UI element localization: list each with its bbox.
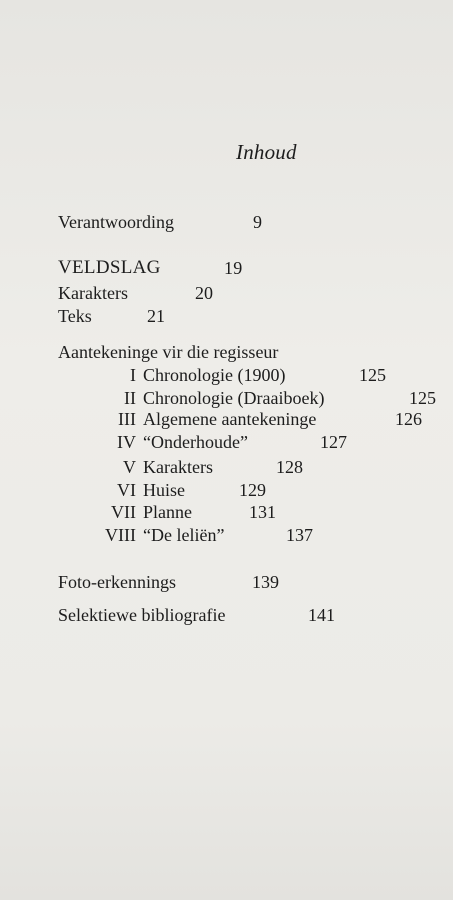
toc-entry-label: Teks (58, 306, 92, 326)
toc-entry-page: 126 (395, 409, 422, 429)
toc-subentry (143, 408, 422, 430)
toc-entry-page: 137 (286, 525, 313, 545)
roman-numeral: II (124, 388, 136, 408)
toc-entry-page: 141 (308, 605, 335, 625)
toc-entry-label: Verantwoording (58, 212, 174, 232)
toc-entry-verantwoording (58, 211, 262, 233)
toc-entry-label: Selektiewe bibliografie (58, 605, 226, 625)
toc-entry-label: Huise (143, 480, 185, 500)
toc-entry-karakters (58, 282, 213, 304)
toc-subentry (143, 524, 313, 546)
section-heading-aantekeninge: Aantekeninge vir die regisseur (58, 342, 279, 362)
toc-subentry (143, 364, 386, 386)
toc-entry-label: Chronologie (1900) (143, 365, 286, 385)
toc-entry-page: 139 (252, 572, 279, 592)
toc-subentry (143, 431, 347, 453)
toc-entry-label: Foto-erkennings (58, 572, 176, 592)
toc-entry-label: Chronologie (Draaiboek) (143, 388, 325, 408)
toc-entry-page: 127 (320, 432, 347, 452)
roman-numeral: III (118, 409, 136, 429)
toc-entry-label: Karakters (143, 457, 213, 477)
toc-subentry (143, 501, 276, 523)
roman-numeral: V (123, 457, 136, 477)
toc-entry-foto (58, 571, 279, 593)
toc-entry-page: 125 (409, 388, 436, 408)
roman-numeral: VI (117, 480, 136, 500)
toc-entry-label: VELDSLAG (58, 257, 161, 278)
toc-entry-label: “Onderhoude” (143, 432, 248, 452)
roman-numeral: I (130, 365, 136, 385)
toc-entry-page: 20 (195, 283, 213, 303)
toc-subentry (143, 387, 436, 409)
toc-entry-page: 129 (239, 480, 266, 500)
toc-entry-label: Algemene aantekeninge (143, 409, 317, 429)
toc-entry-page: 128 (276, 457, 303, 477)
toc-entry-page: 9 (253, 212, 262, 232)
page-title: Inhoud (236, 140, 297, 164)
toc-entry-page: 125 (359, 365, 386, 385)
toc-entry-veldslag (58, 257, 243, 279)
toc-entry-page: 19 (224, 258, 243, 278)
toc-entry-page: 131 (249, 502, 276, 522)
toc-entry-label: “De leliën” (143, 525, 225, 545)
toc-entry-teks (58, 305, 165, 327)
toc-subentry (143, 479, 266, 501)
toc-entry-label: Planne (143, 502, 192, 522)
roman-numeral: IV (117, 432, 136, 452)
toc-entry-bibliografie (58, 604, 335, 626)
toc-entry-label: Karakters (58, 283, 128, 303)
toc-subentry (143, 456, 303, 478)
roman-numeral: VIII (105, 525, 136, 545)
roman-numeral: VII (111, 502, 136, 522)
toc-entry-page: 21 (147, 306, 165, 326)
